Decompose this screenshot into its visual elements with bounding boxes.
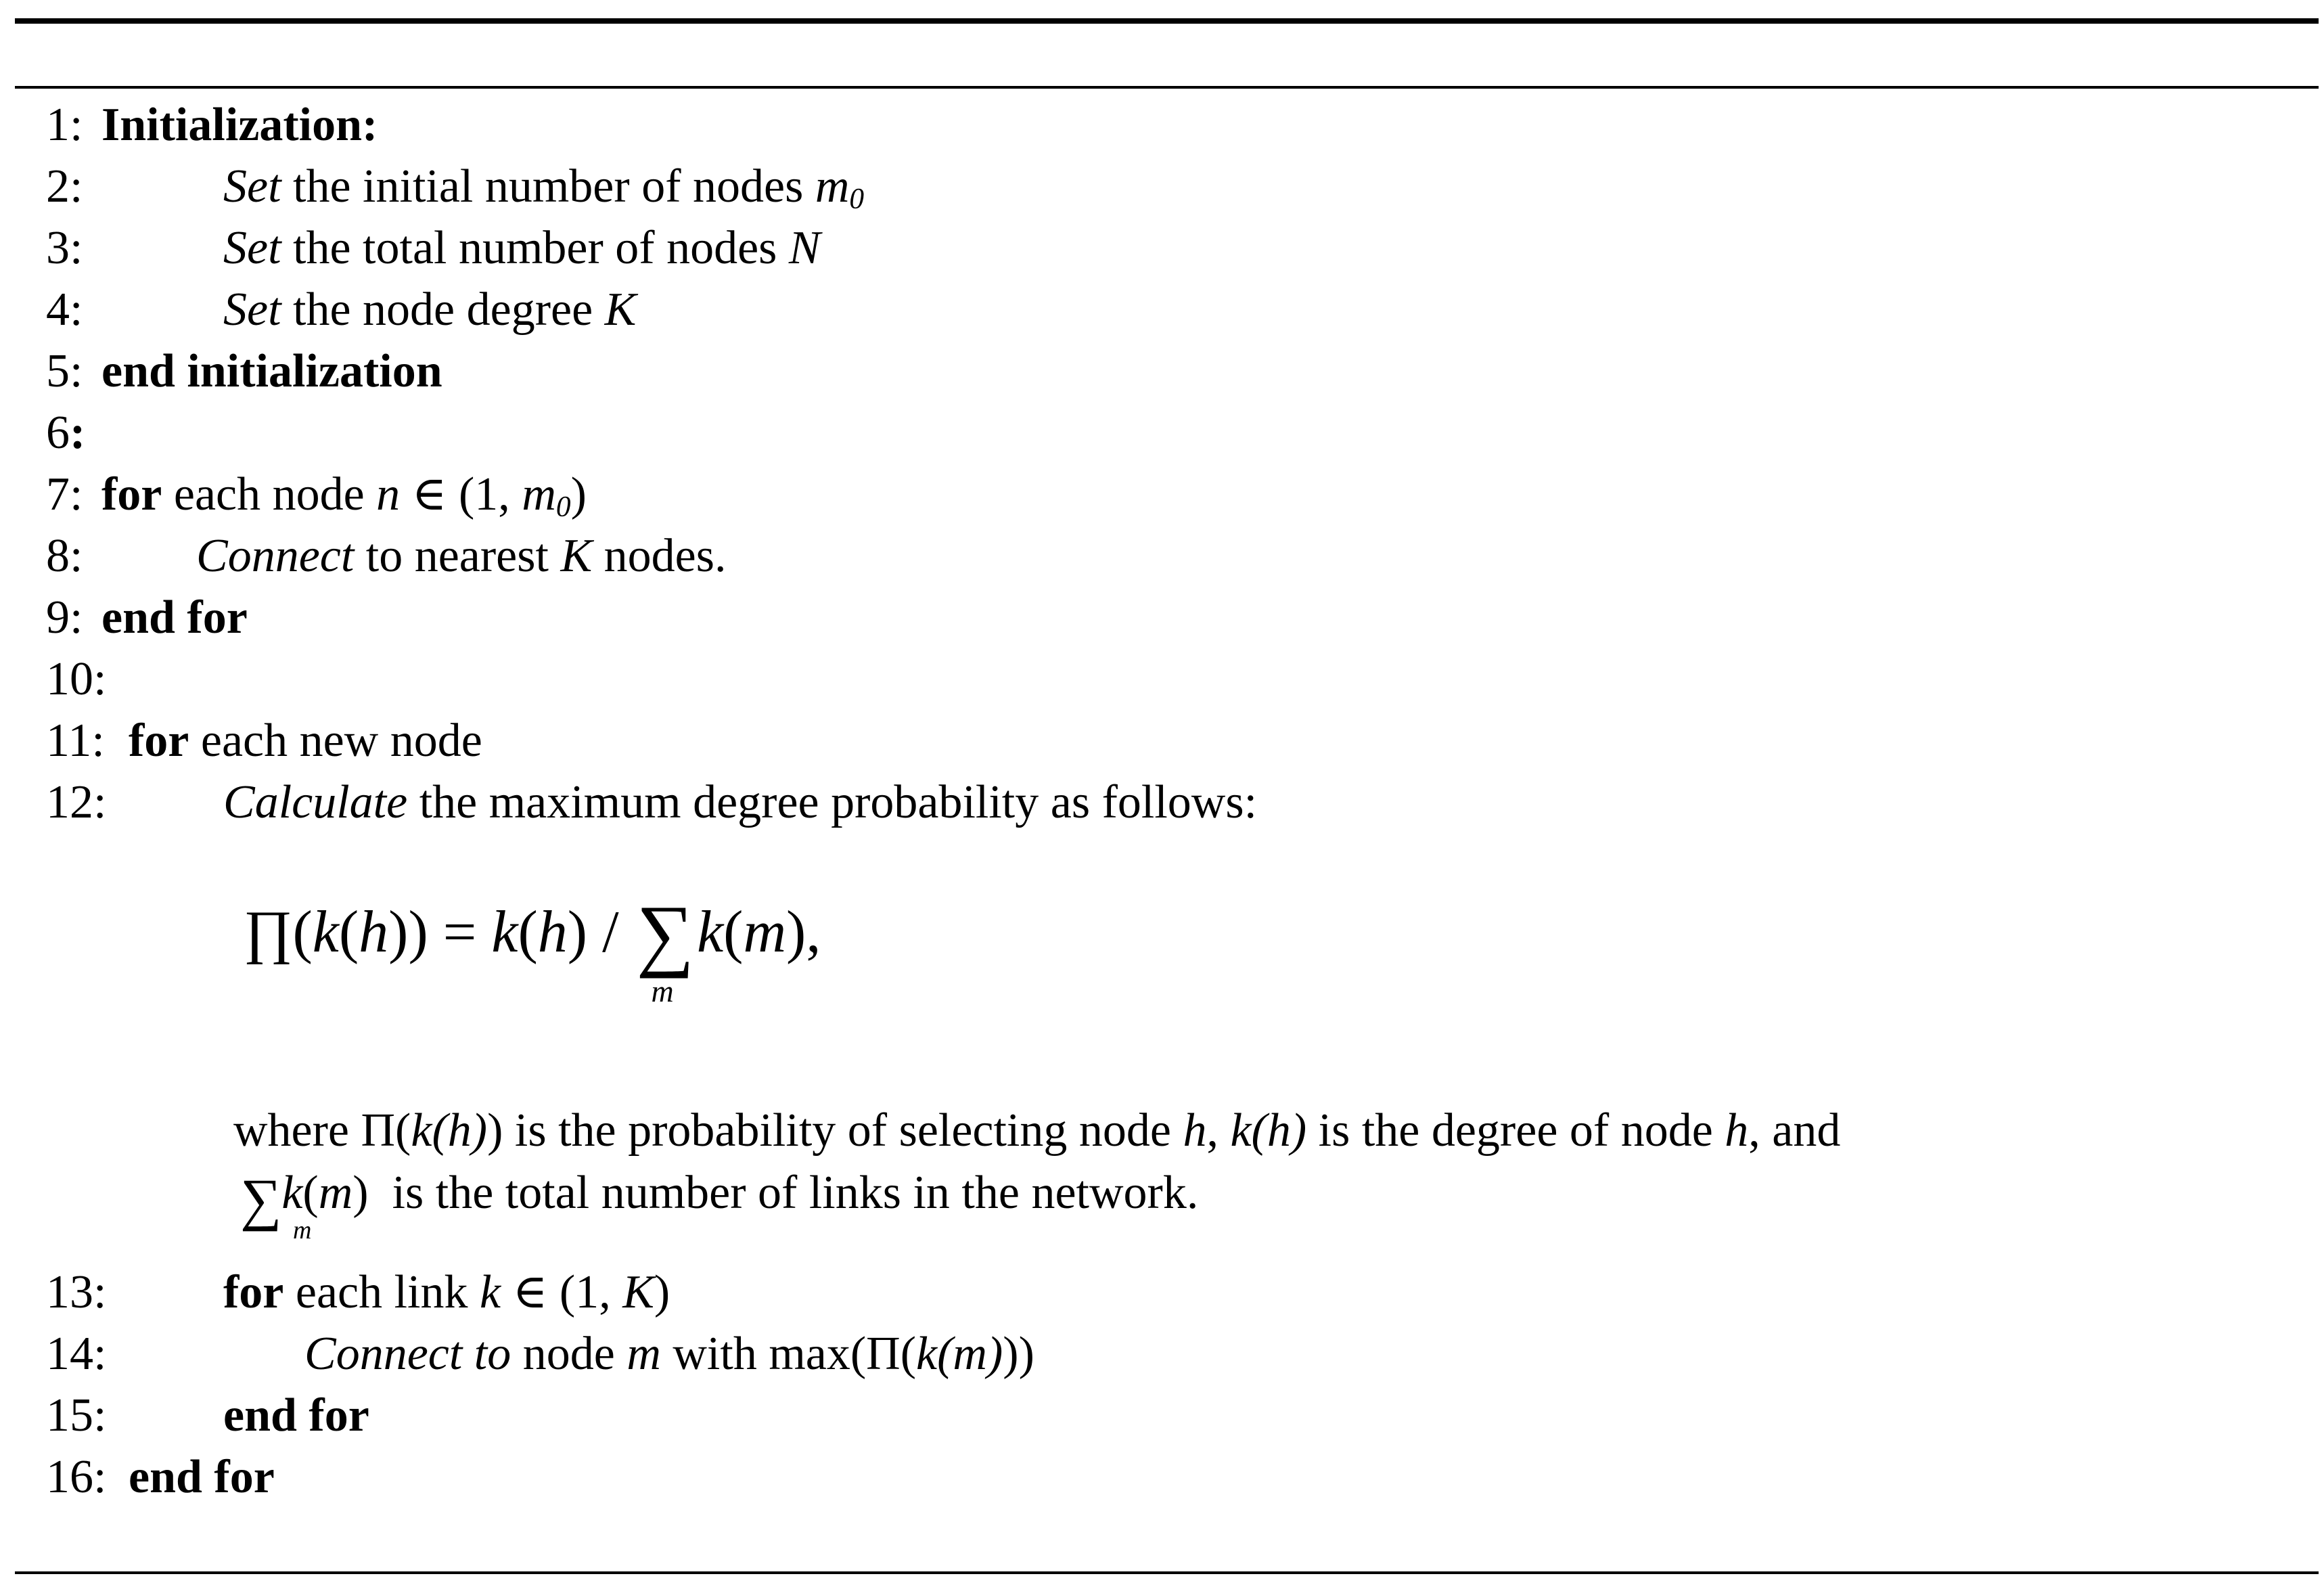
formula-explanation-sum: ∑ m k(m) is the total number of links in the network. — [240, 1167, 1199, 1245]
variable: N — [788, 222, 821, 274]
text: the node degree — [281, 284, 605, 336]
keyword: end initialization — [101, 345, 442, 397]
line-number: 9: — [46, 591, 83, 644]
line-number: 5: — [46, 345, 83, 397]
line-text — [223, 286, 636, 334]
sum-index: m — [651, 974, 674, 1008]
variable: K — [604, 284, 637, 336]
keyword: end for — [223, 1389, 369, 1441]
keyword: end for — [129, 1451, 275, 1503]
line-text: Connect to nearest K nodes. — [196, 530, 727, 582]
variable: m — [815, 160, 850, 212]
sum-symbol: ∑ m — [636, 889, 695, 1008]
formula-explanation: where Π(k(h)) is the probability of selecting node h, k(h) is the degree of node h, and — [233, 1104, 1841, 1157]
line-number: 2: — [46, 160, 83, 212]
line-number: 3: — [46, 222, 83, 274]
line-number: 10: — [46, 653, 107, 705]
keyword: for — [101, 468, 162, 520]
line-number: 16: — [46, 1451, 107, 1503]
line-text — [223, 1389, 369, 1441]
verb: Set — [223, 284, 281, 336]
line-number: 14: — [46, 1328, 107, 1380]
keyword: Initialization: — [101, 99, 378, 151]
line-text: for each new node — [129, 715, 482, 767]
keyword: for — [223, 1266, 284, 1318]
line-number: 12: — [46, 776, 107, 828]
keyword: for — [129, 715, 189, 767]
verb: Connect — [196, 530, 355, 582]
line-number: 4: — [46, 284, 83, 336]
line-text — [223, 222, 821, 274]
verb: Connect to — [304, 1328, 511, 1380]
header-rule — [15, 86, 2319, 89]
bottom-rule — [15, 1571, 2319, 1574]
keyword: end for — [101, 591, 248, 644]
sum-symbol: ∑ m — [240, 1167, 312, 1245]
verb: Set — [223, 222, 281, 274]
line-number: 13: — [46, 1266, 107, 1318]
text: the total number of nodes — [281, 222, 789, 274]
text: the initial number of nodes — [281, 160, 815, 212]
line-text — [101, 591, 248, 644]
line-text — [101, 99, 378, 151]
line-number: 7: — [46, 468, 83, 520]
line-text: Connect to node m with max(Π(k(m))) — [304, 1328, 1034, 1380]
subscript: 0 — [849, 182, 865, 215]
line-text: for each node n ∈ (1, $m_0$) — [101, 468, 587, 523]
line-text: for each link k ∈ (1, K) — [223, 1266, 670, 1318]
line-number: 8: — [46, 530, 83, 582]
top-rule — [15, 18, 2319, 24]
line-number: 15: — [46, 1389, 107, 1441]
verb: Calculate — [223, 776, 408, 828]
probability-formula: ∏(k(h)) = k(h) / ∑ m k(m), — [244, 889, 821, 1008]
line-text — [129, 1451, 275, 1503]
line-number: 1: — [46, 99, 83, 151]
product-symbol: ∏ — [244, 899, 293, 965]
line-number: 6: — [46, 407, 86, 459]
verb: Set — [223, 160, 281, 212]
line-text — [223, 160, 865, 215]
line-text — [101, 345, 442, 397]
line-text: Calculate the maximum degree probability as follows: — [223, 776, 1258, 828]
line-number: 11: — [46, 715, 105, 767]
